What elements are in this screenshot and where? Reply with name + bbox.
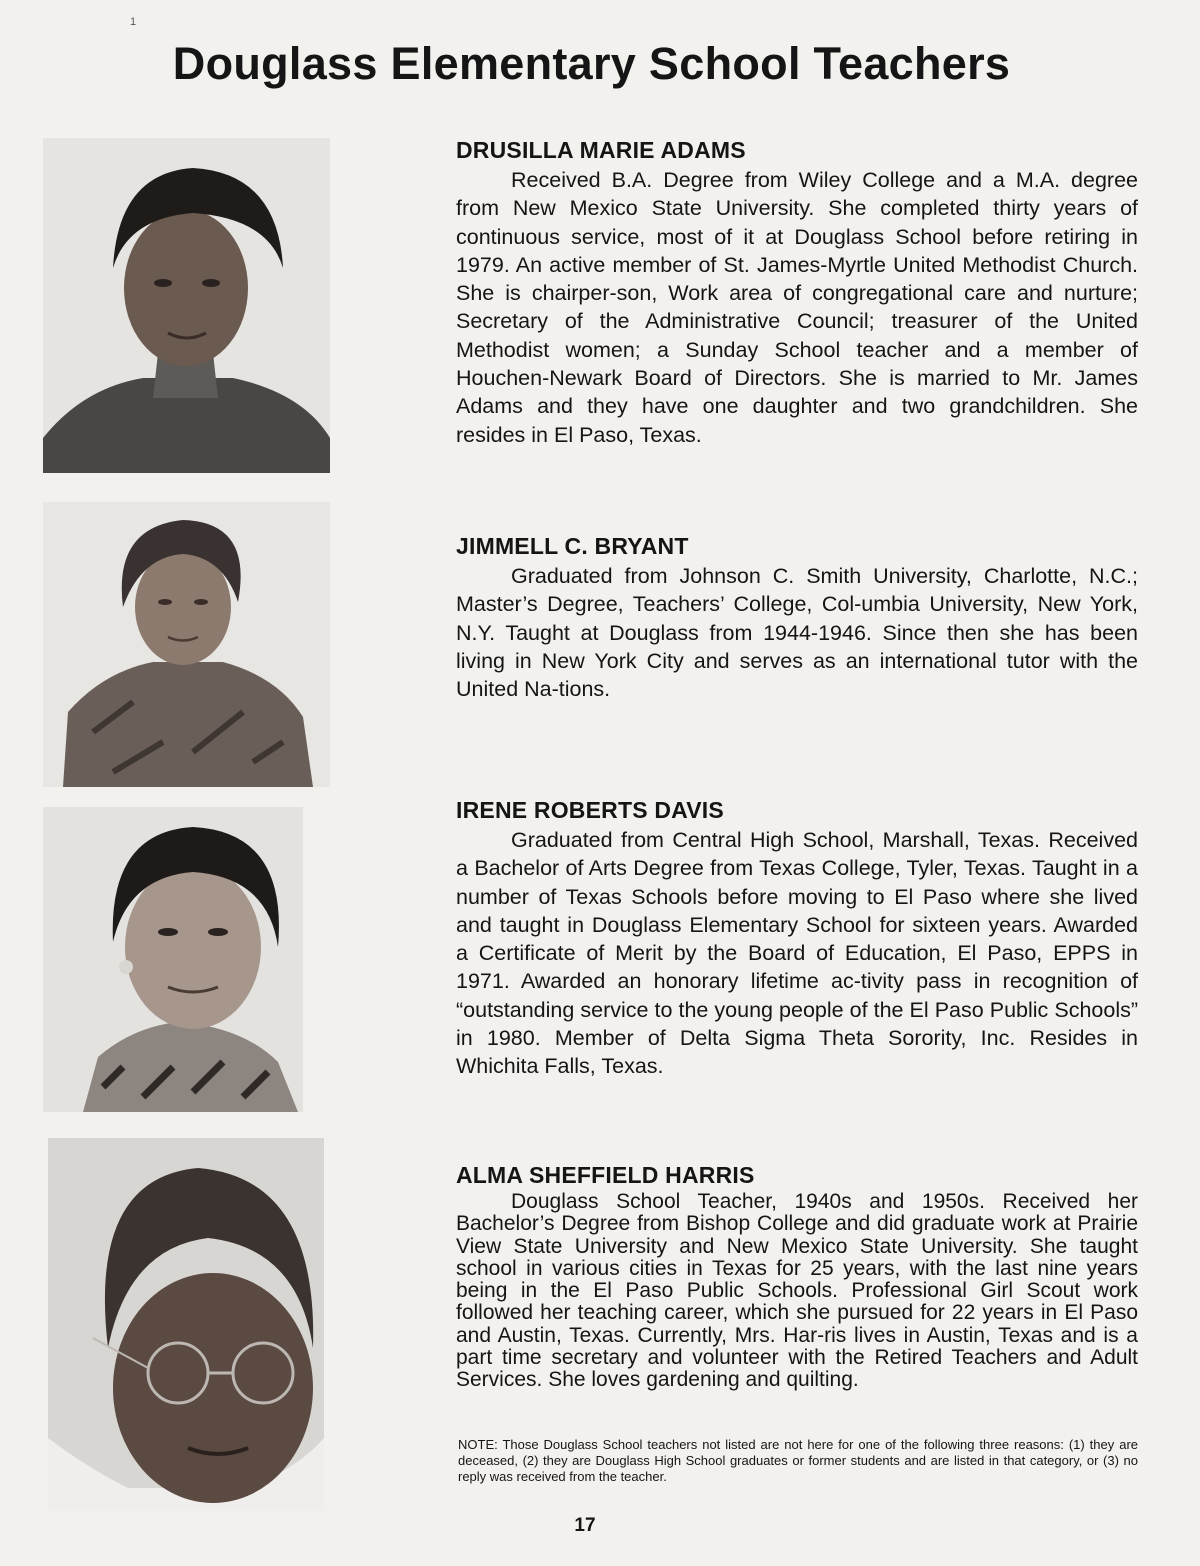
teacher-name: JIMMELL C. BRYANT [456,533,689,559]
footnote: NOTE: Those Douglass School teachers not listed are not here for one of the following three reasons: (1) they are deceased, (2) they are Douglass High School graduates or former students and are listed in that category, or (3) no reply was received from the teacher. [458,1437,1138,1484]
teacher-bio-adams [456,137,1138,449]
teacher-name: DRUSILLA MARIE ADAMS [456,137,746,163]
teacher-biography: Graduated from Johnson C. Smith University, Charlotte, N.C.; Master’s Degree, Teachers’ College, Col-umbia University, New York, N.Y. Taught at Douglass from 1944-1946. Since then she has been living in New York City and serves as an international tutor with the United Na-tions. [456,564,1138,702]
portrait-photo-bryant [43,502,330,787]
teacher-bio-davis [456,797,1138,1081]
page-title: Douglass Elementary School Teachers [172,38,1011,89]
page-number: 17 [574,1515,596,1536]
teacher-biography: Graduated from Central High School, Marshall, Texas. Received a Bachelor of Arts Degree from Texas College, Tyler, Texas. Taught in a number of Texas Schools before moving to El Paso where she lived and taught in Douglass Elementary School for sixteen years. Awarded a Certificate of Merit by the Board of Education, El Paso, EPPS in 1971. Awarded an honorary lifetime ac-tivity pass in recognition of “outstanding service to the young people of the El Paso Public Schools” in 1980. Member of Delta Sigma Theta Sorority, Inc. Resides in Whichita Falls, Texas. [456,828,1138,1079]
teacher-name: ALMA SHEFFIELD HARRIS [456,1162,755,1188]
portrait-photo-harris [48,1138,324,1511]
teacher-bio-bryant [456,533,1138,703]
portrait-photo-davis [43,807,303,1112]
teacher-name: IRENE ROBERTS DAVIS [456,797,724,823]
teacher-biography: Received B.A. Degree from Wiley College and a M.A. degree from New Mexico State University. She completed thirty years of continuous service, most of it at Douglass School before retiring in 1979. An active member of St. James-Myrtle United Methodist Church. She is chairper-son, Work area of congregational care and nurture; Secretary of the Administrative Council; treasurer of the United Methodist women; a Sunday School teacher and a member of Houchen-Newark Board of Directors. She is married to Mr. James Adams and they have one daughter and two grandchildren. She resides in El Paso, Texas. [456,168,1138,447]
portrait-photo-adams [43,138,330,473]
teacher-bio-harris [456,1162,1138,1392]
teacher-biography: Douglass School Teacher, 1940s and 1950s. Received her Bachelor’s Degree from Bishop College and did graduate work at Prairie View State University and New Mexico State University. She taught school in various cities in Texas for 25 years, with the last nine years being in the El Paso Public Schools. Professional Girl Scout work followed her teaching career, which she pursued for 22 years in El Paso and Austin, Texas. Currently, Mrs. Har-ris lives in Austin, Texas and is a part time secretary and volunteer with the Retired Teachers and Adult Services. She loves gardening and quilting. [456,1190,1138,1392]
page-corner-mark: 1 [130,16,137,28]
